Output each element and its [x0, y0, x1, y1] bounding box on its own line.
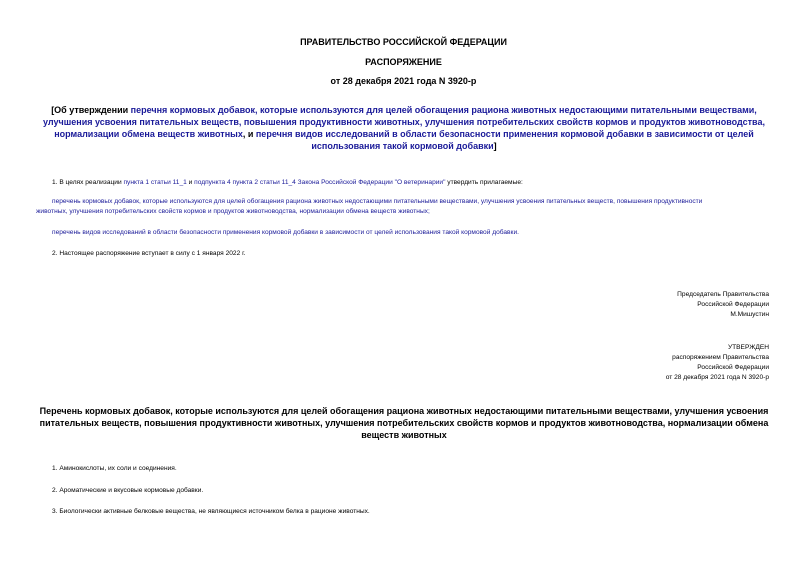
- approved-block: [469, 343, 769, 383]
- subject-close: ]: [493, 141, 497, 151]
- list-item: 3. Биологически активные белковые вещества, не являющиеся источником белка в рационе животных.: [52, 508, 370, 515]
- subject-link-feed-additives-list[interactable]: перечня кормовых добавок, которые используются для целей обогащения рациона животных недостающими питательными веществами, улучшения усвоения питательных веществ, повышения продуктивности животных, улучшения потребительских свойств кормов и продуктов животноводства, нормализации обмена веществ животных: [43, 105, 765, 139]
- paragraph-feed-additives-line1[interactable]: перечень кормовых добавок, которые используются для целей обогащения рациона животных недостающими питательными веществами, улучшения усвоения питательных веществ, повышения продуктивности: [52, 198, 703, 205]
- list-item: 2. Ароматические и вкусовые кормовые добавки.: [52, 487, 204, 494]
- p1-suffix: утвердить прилагаемые:: [445, 179, 523, 186]
- p1-link-article-11-1[interactable]: пункта 1 статьи 11_1: [123, 179, 187, 186]
- subject-middle: , и: [242, 129, 256, 139]
- p1-prefix: 1. В целях реализации: [52, 179, 124, 186]
- subject-link-research-types-list[interactable]: перечня видов исследований в области безопасности применения кормовой добавки в зависимости от целей использования такой кормовой добавки: [255, 129, 754, 151]
- paragraph-2-effective-date: 2. Настоящее распоряжение вступает в силу с 1 января 2022 г.: [52, 250, 246, 257]
- paragraph-feed-additives-line2[interactable]: животных, улучшения потребительских свойств кормов и продуктов животноводства, нормализации обмена веществ животных;: [36, 208, 430, 215]
- government-heading: ПРАВИТЕЛЬСТВО РОССИЙСКОЙ ФЕДЕРАЦИИ: [300, 37, 507, 47]
- p1-and: и: [186, 179, 195, 186]
- paragraph-research-types[interactable]: перечень видов исследований в области безопасности применения кормовой добавки в зависимости от целей использования такой кормовой добавки.: [52, 229, 519, 236]
- signature-block: [469, 290, 769, 320]
- date-number-heading: от 28 декабря 2021 года N 3920-р: [330, 76, 477, 86]
- signature-position: Председатель Правительства: [677, 291, 769, 298]
- signature-country: Российской Федерации: [697, 301, 769, 308]
- signature-name: М.Мишустин: [730, 311, 769, 318]
- approved-country: Российской Федерации: [697, 364, 769, 371]
- subject-open: [Об утверждении: [51, 105, 131, 115]
- approved-date: от 28 декабря 2021 года N 3920-р: [665, 374, 769, 381]
- list-item: 1. Аминокислоты, их соли и соединения.: [52, 465, 177, 472]
- approved-by: распоряжением Правительства: [672, 354, 769, 361]
- approved-label: УТВЕРЖДЕН: [727, 344, 769, 351]
- doc-type-heading: РАСПОРЯЖЕНИЕ: [365, 57, 442, 67]
- p1-link-veterinary-law[interactable]: подпункта 4 пункта 2 статьи 11_4 Закона Российской Федерации "О ветеринарии": [194, 179, 446, 186]
- document-subject: [40, 104, 768, 152]
- paragraph-1: [52, 178, 523, 189]
- list-title: Перечень кормовых добавок, которые используются для целей обогащения рациона животных недостающими питательными веществами, улучшения усвоения питательных веществ, повышения продуктивности животных, улучшения потребительских свойств кормов и продуктов животноводства, нормализации обмена веществ животных: [39, 406, 769, 440]
